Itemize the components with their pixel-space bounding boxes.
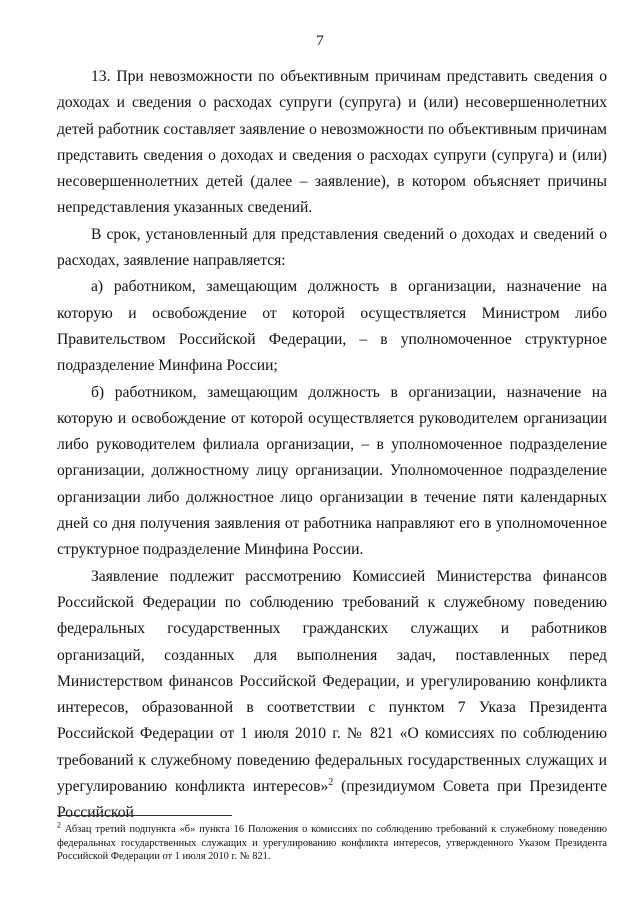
page-number: 7 xyxy=(316,33,324,49)
footnote-text: Абзац третий подпункта «б» пункта 16 Положения о комиссиях по соблюдению требований к служебному поведению федеральных государственных служащих и урегулированию конфликта интересов, утвержденного Указом Президента Российской Федерации от 1 июля 2010 г. № 821. xyxy=(57,824,607,863)
paragraph-deadline: В срок, установленный для представления сведений о доходах и сведений о расходах, заявление направляется: xyxy=(57,225,607,270)
footnote-reference: 2 xyxy=(328,776,334,788)
commission-text: Заявление подлежит рассмотрению Комиссией Министерства финансов Российской Федерации по соблюдению требований к служебному поведению федеральных государственных гражданских служащих и работников организаций, созданных для выполнения задач, поставленных перед Министерством финансов Российской Федерации, и урегулированию конфликта интересов, образованной в соответствии с пунктом 7 Указа Президента Российской Федерации от 1 июля 2010 г. № 821 «О комиссиях по соблюдению требований к служебному поведению федеральных государственных служащих и урегулированию конфликта интересов» xyxy=(57,567,607,796)
paragraph-13: 13. При невозможности по объективным причинам представить сведения о доходах и сведения о расходах супруги (супруга) и (или) несовершеннолетних детей работник составляет заявление о невозможности по объективным причинам представить сведения о доходах и сведения о расходах супруги (супруга) и (или) несовершеннолетних детей (далее – заявление), в котором объясняет причины непредставления указанных сведений. xyxy=(57,68,607,217)
paragraph-item-b: б) работником, замещающим должность в организации, назначение на которую и освобождение от которой осуществляется руководителем организации либо руководителем филиала организации, – в уполномоченное подразделение организации, должностному лицу организации. Уполномоченное подразделение организации либо должностное лицо организации в течение пяти календарных дней со дня получения заявления от работника направляют его в уполномоченное структурное подразделение Минфина России. xyxy=(57,383,607,559)
paragraph-item-a: а) работником, замещающим должность в организации, назначение на которую и освобождение от которой осуществляется Министром либо Правительством Российской Федерации, – в уполномоченное структурное подразделение Минфина России; xyxy=(57,278,607,375)
commission-text-continued: (президиумом Совета при Президенте Российской xyxy=(57,778,607,822)
footnote-marker: 2 xyxy=(57,820,61,830)
footnote-divider xyxy=(57,815,232,816)
footnote xyxy=(57,820,607,864)
paragraph-commission xyxy=(57,564,607,827)
document-body xyxy=(57,64,607,827)
